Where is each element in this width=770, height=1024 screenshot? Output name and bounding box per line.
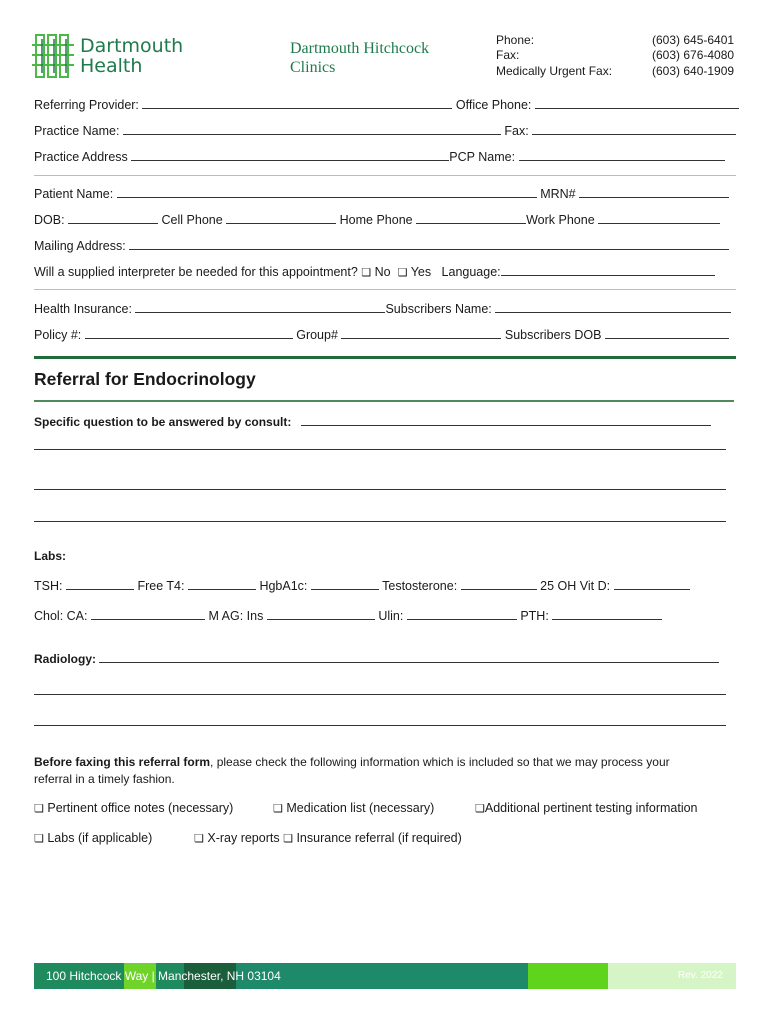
page-title: Referral for Endocrinology bbox=[34, 369, 256, 389]
checklist-office-notes[interactable] bbox=[34, 801, 233, 815]
mailing-address-label: Mailing Address: bbox=[34, 239, 126, 253]
ulin-label: Ulin: bbox=[378, 609, 404, 623]
fax-label: Fax: bbox=[496, 48, 520, 62]
language-field[interactable] bbox=[501, 264, 715, 276]
home-phone-label: Home Phone bbox=[339, 213, 413, 227]
dob-phone-row bbox=[34, 212, 720, 227]
vit-d-field[interactable] bbox=[614, 578, 690, 590]
labs-checkbox-icon[interactable]: ❏ bbox=[34, 833, 44, 845]
dob-label: DOB: bbox=[34, 213, 65, 227]
checklist-xray-insurance[interactable] bbox=[194, 831, 462, 845]
language-label: Language: bbox=[441, 265, 501, 279]
interpreter-row bbox=[34, 264, 715, 279]
practice-name-row bbox=[34, 123, 736, 138]
practice-address-row bbox=[34, 149, 725, 164]
medication-list-label: Medication list (necessary) bbox=[286, 801, 435, 815]
instructions-bold: Before faxing this referral form bbox=[34, 755, 211, 769]
title-underline bbox=[34, 400, 734, 402]
patient-name-row bbox=[34, 186, 729, 201]
vit-d-label: 25 OH Vit D: bbox=[540, 579, 611, 593]
phone-value: (603) 645-6401 bbox=[652, 33, 735, 47]
instructions-rest: , please check the following information which is included so that we may process your bbox=[210, 755, 670, 769]
policy-field[interactable] bbox=[85, 327, 293, 339]
no-label: No bbox=[374, 265, 391, 279]
labs-row-2 bbox=[34, 608, 662, 623]
fax-value: (603) 676-4080 bbox=[652, 48, 735, 62]
ulin-field[interactable] bbox=[407, 608, 517, 620]
urgent-fax-label: Medically Urgent Fax: bbox=[496, 64, 613, 78]
logo-line-1: Dartmouth bbox=[80, 35, 184, 57]
referring-provider-label: Referring Provider: bbox=[34, 98, 139, 112]
medication-list-checkbox-icon[interactable]: ❏ bbox=[273, 803, 283, 815]
referring-provider-row bbox=[34, 97, 739, 112]
mailing-address-field[interactable] bbox=[129, 238, 729, 250]
insurance-referral-checkbox-icon[interactable]: ❏ bbox=[283, 833, 293, 845]
chol-ca-label: Chol: CA: bbox=[34, 609, 88, 623]
yes-label: Yes bbox=[410, 265, 432, 279]
subscribers-name-field[interactable] bbox=[495, 301, 731, 313]
office-phone-label: Office Phone: bbox=[455, 98, 532, 112]
dartmouth-logo-icon bbox=[32, 33, 76, 79]
mrn-field[interactable] bbox=[579, 186, 729, 198]
section-divider bbox=[34, 356, 736, 359]
health-insurance-label: Health Insurance: bbox=[34, 302, 132, 316]
subscribers-name-label: Subscribers Name: bbox=[385, 302, 492, 316]
radiology-line-2[interactable] bbox=[34, 725, 726, 726]
patient-name-label: Patient Name: bbox=[34, 187, 114, 201]
radiology-field[interactable] bbox=[99, 651, 719, 663]
free-t4-field[interactable] bbox=[188, 578, 256, 590]
practice-fax-label: Fax: bbox=[504, 124, 529, 138]
divider-2 bbox=[34, 289, 736, 290]
checklist-additional-testing[interactable] bbox=[475, 801, 698, 815]
health-insurance-row bbox=[34, 301, 731, 316]
home-phone-field[interactable] bbox=[416, 212, 526, 224]
testosterone-field[interactable] bbox=[461, 578, 537, 590]
testosterone-label: Testosterone: bbox=[382, 579, 458, 593]
urgent-fax-value: (603) 640-1909 bbox=[652, 64, 735, 78]
office-notes-checkbox-icon[interactable]: ❏ bbox=[34, 803, 44, 815]
additional-testing-label: Additional pertinent testing information bbox=[484, 801, 698, 815]
practice-name-field[interactable] bbox=[123, 123, 501, 135]
consult-question-row bbox=[34, 414, 711, 429]
labs-heading: Labs: bbox=[34, 549, 67, 563]
logo-line-2: Health bbox=[80, 55, 143, 77]
referring-provider-field[interactable] bbox=[142, 97, 452, 109]
consult-question-field[interactable] bbox=[301, 414, 711, 426]
phone-label: Phone: bbox=[496, 33, 535, 47]
hgba1c-label: HgbA1c: bbox=[259, 579, 308, 593]
xray-label: X-ray reports bbox=[207, 831, 280, 845]
cell-phone-field[interactable] bbox=[226, 212, 336, 224]
insurance-referral-label: Insurance referral (if required) bbox=[296, 831, 462, 845]
interpreter-question: Will a supplied interpreter be needed for this appointment? bbox=[34, 265, 358, 279]
chol-ca-field[interactable] bbox=[91, 608, 205, 620]
clinic-name-line-2: Clinics bbox=[290, 59, 336, 76]
tsh-field[interactable] bbox=[66, 578, 134, 590]
free-t4-label: Free T4: bbox=[137, 579, 185, 593]
mailing-address-row bbox=[34, 238, 729, 253]
mag-ins-label: M AG: Ins bbox=[208, 609, 264, 623]
consult-line-2[interactable] bbox=[34, 489, 726, 490]
footer-block-6 bbox=[528, 963, 608, 989]
checklist-medication-list[interactable] bbox=[273, 801, 434, 815]
group-field[interactable] bbox=[341, 327, 501, 339]
divider-1 bbox=[34, 175, 736, 176]
mag-ins-field[interactable] bbox=[267, 608, 375, 620]
office-phone-field[interactable] bbox=[535, 97, 739, 109]
radiology-label: Radiology: bbox=[34, 652, 96, 666]
practice-address-field[interactable] bbox=[131, 149, 449, 161]
subscribers-dob-label: Subscribers DOB bbox=[504, 328, 602, 342]
policy-row bbox=[34, 327, 729, 342]
labs-row-1 bbox=[34, 578, 690, 593]
pcp-name-field[interactable] bbox=[519, 149, 725, 161]
footer-address: 100 Hitchcock Way | Manchester, NH 03104 bbox=[46, 969, 281, 983]
checklist-labs[interactable] bbox=[34, 831, 152, 845]
clinic-name-line-1: Dartmouth Hitchcock bbox=[290, 40, 430, 57]
consult-line-3[interactable] bbox=[34, 521, 726, 522]
office-notes-label: Pertinent office notes (necessary) bbox=[47, 801, 234, 815]
work-phone-field[interactable] bbox=[598, 212, 720, 224]
radiology-row bbox=[34, 651, 719, 666]
radiology-line-1[interactable] bbox=[34, 694, 726, 695]
pth-label: PTH: bbox=[520, 609, 549, 623]
practice-fax-field[interactable] bbox=[532, 123, 736, 135]
dob-field[interactable] bbox=[68, 212, 158, 224]
xray-checkbox-icon[interactable]: ❏ bbox=[194, 833, 204, 845]
subscribers-dob-field[interactable] bbox=[605, 327, 729, 339]
footer-rev: Rev. 2022 bbox=[678, 970, 723, 981]
no-checkbox-icon[interactable]: ❏ bbox=[361, 267, 372, 279]
policy-label: Policy #: bbox=[34, 328, 82, 342]
pth-field[interactable] bbox=[552, 608, 662, 620]
health-insurance-field[interactable] bbox=[135, 301, 385, 313]
practice-name-label: Practice Name: bbox=[34, 124, 120, 138]
pcp-name-label: PCP Name: bbox=[449, 150, 516, 164]
patient-name-field[interactable] bbox=[117, 186, 537, 198]
consult-question-label: Specific question to be answered by consult: bbox=[34, 415, 292, 429]
practice-address-label: Practice Address bbox=[34, 150, 128, 164]
mrn-label: MRN# bbox=[540, 187, 576, 201]
yes-checkbox-icon[interactable]: ❏ bbox=[397, 267, 408, 279]
cell-phone-label: Cell Phone bbox=[161, 213, 223, 227]
consult-line-1[interactable] bbox=[34, 449, 726, 450]
instructions-text bbox=[34, 754, 670, 788]
work-phone-label: Work Phone bbox=[526, 213, 595, 227]
group-label: Group# bbox=[296, 328, 338, 342]
hgba1c-field[interactable] bbox=[311, 578, 379, 590]
instructions-line-2: referral in a timely fashion. bbox=[34, 772, 175, 786]
additional-testing-checkbox-icon[interactable]: ❏ bbox=[475, 803, 485, 815]
labs-label: Labs (if applicable) bbox=[47, 831, 153, 845]
tsh-label: TSH: bbox=[34, 579, 63, 593]
